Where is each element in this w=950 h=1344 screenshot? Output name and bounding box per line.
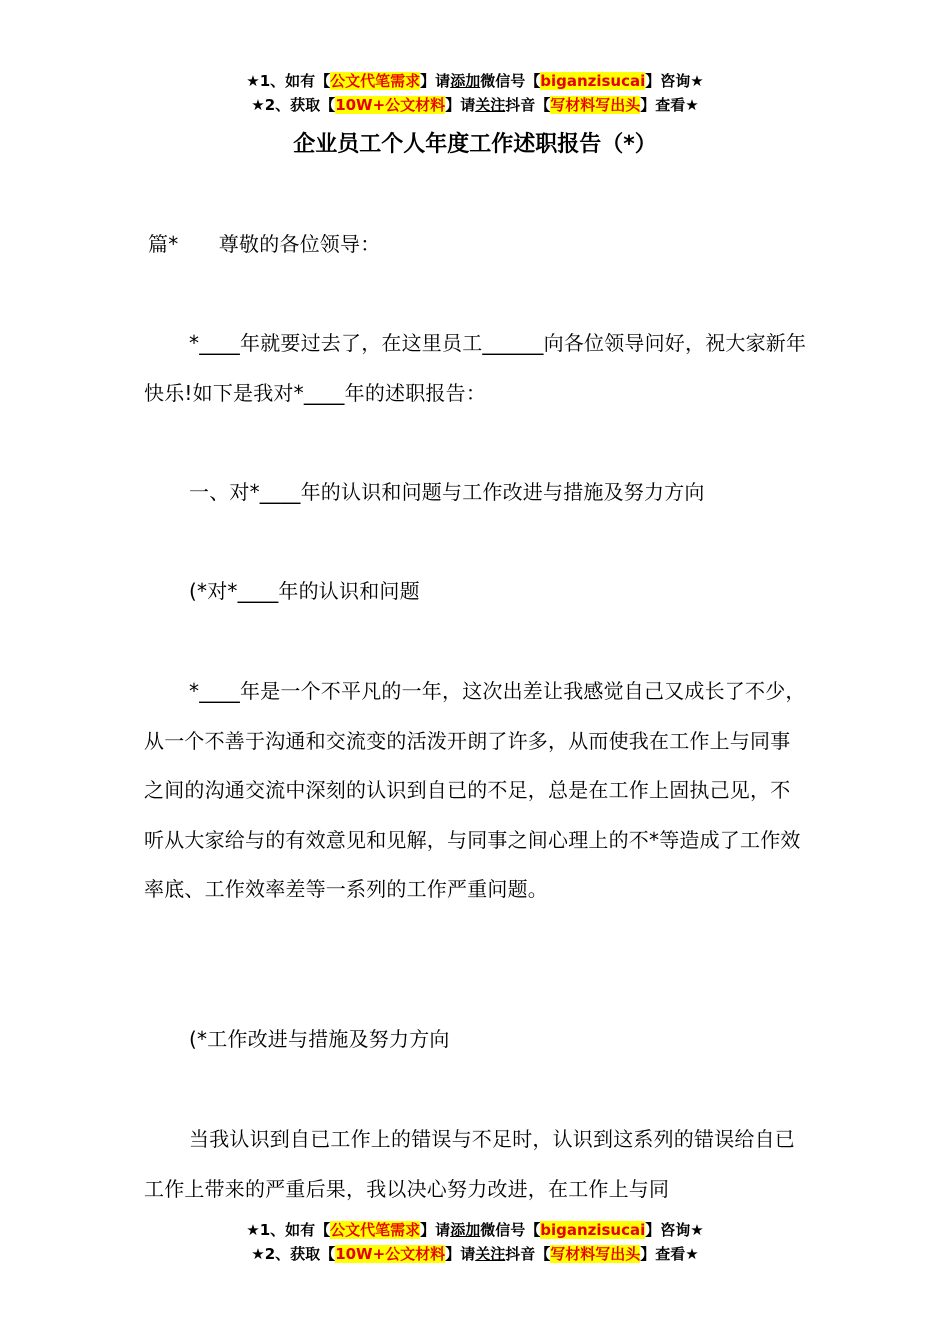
subsection-heading-1: [144, 567, 808, 617]
body-paragraph-improvement: [144, 1115, 808, 1214]
banner-highlight: 10W+公文材料: [335, 1245, 446, 1263]
document-title: 企业员工个人年度工作述职报告（*）: [293, 132, 657, 157]
banner-text: ★1、如有【: [246, 1221, 331, 1239]
paragraph: 一、对*____年的认识和问题与工作改进与措施及努力方向: [189, 480, 705, 504]
banner-text: 】查看★: [640, 96, 699, 114]
banner-underlined: 关注: [475, 96, 506, 114]
banner-text: 】请: [420, 72, 451, 90]
banner-underlined: 添加: [450, 1221, 481, 1239]
banner-text: 】请: [445, 1245, 476, 1263]
banner-highlight: 写材料写出头: [550, 96, 641, 114]
banner-text: ★2、获取【: [251, 96, 336, 114]
banner-highlight: 公文代笔需求: [330, 1221, 421, 1239]
paragraph: 篇* 尊敬的各位领导：: [148, 232, 381, 256]
paragraph: *____年是一个不平凡的一年，这次出差让我感觉自己又成长了不少，从一个不善于沟通和交流变的活泼开朗了许多，从而使我在工作上与同事之间的沟通交流中深刻的认识到自已的不足，总是在工作上固执己见，不听从大家给与的有效意见和见解，与同事之间心理上的不*等造成了工作效率底、工作效率差等一系列的工作严重问题。: [144, 679, 806, 902]
paragraph: 当我认识到自已工作上的错误与不足时，认识到这系列的错误给自已工作上带来的严重后果，我以决心努力改进，在工作上与同: [144, 1127, 795, 1201]
body-paragraph-salutation: [144, 220, 808, 270]
subsection-heading-2: [144, 1015, 808, 1065]
banner-text: 微信号【: [480, 72, 541, 90]
header-banner-line-1: [0, 70, 950, 92]
body-paragraph-greeting: [144, 319, 808, 418]
footer-banner-line-2: [0, 1243, 950, 1265]
banner-underlined: 添加: [450, 72, 481, 90]
section-heading-1: [144, 468, 808, 518]
paragraph: (*对*____年的认识和问题: [189, 579, 420, 603]
banner-wechat-id: biganzisucai: [540, 72, 646, 90]
banner-text: ★1、如有【: [246, 72, 331, 90]
body-paragraph-review: [144, 667, 808, 915]
footer-banner-line-1: [0, 1219, 950, 1241]
banner-text: 】请: [445, 96, 476, 114]
banner-highlight: 写材料写出头: [550, 1245, 641, 1263]
banner-text: 】咨询★: [645, 1221, 704, 1239]
banner-text: 】查看★: [640, 1245, 699, 1263]
paragraph: (*工作改进与措施及努力方向: [189, 1027, 450, 1051]
banner-text: 】咨询★: [645, 72, 704, 90]
banner-text: ★2、获取【: [251, 1245, 336, 1263]
banner-text: 】请: [420, 1221, 451, 1239]
banner-highlight: 10W+公文材料: [335, 96, 446, 114]
paragraph: *____年就要过去了，在这里员工______向各位领导问好，祝大家新年快乐!如下是我对*____年的述职报告：: [144, 331, 807, 405]
header-banner-line-2: [0, 94, 950, 116]
banner-text: 抖音【: [505, 96, 551, 114]
banner-underlined: 关注: [475, 1245, 506, 1263]
banner-text: 抖音【: [505, 1245, 551, 1263]
banner-highlight: 公文代笔需求: [330, 72, 421, 90]
banner-wechat-id: biganzisucai: [540, 1221, 646, 1239]
banner-text: 微信号【: [480, 1221, 541, 1239]
